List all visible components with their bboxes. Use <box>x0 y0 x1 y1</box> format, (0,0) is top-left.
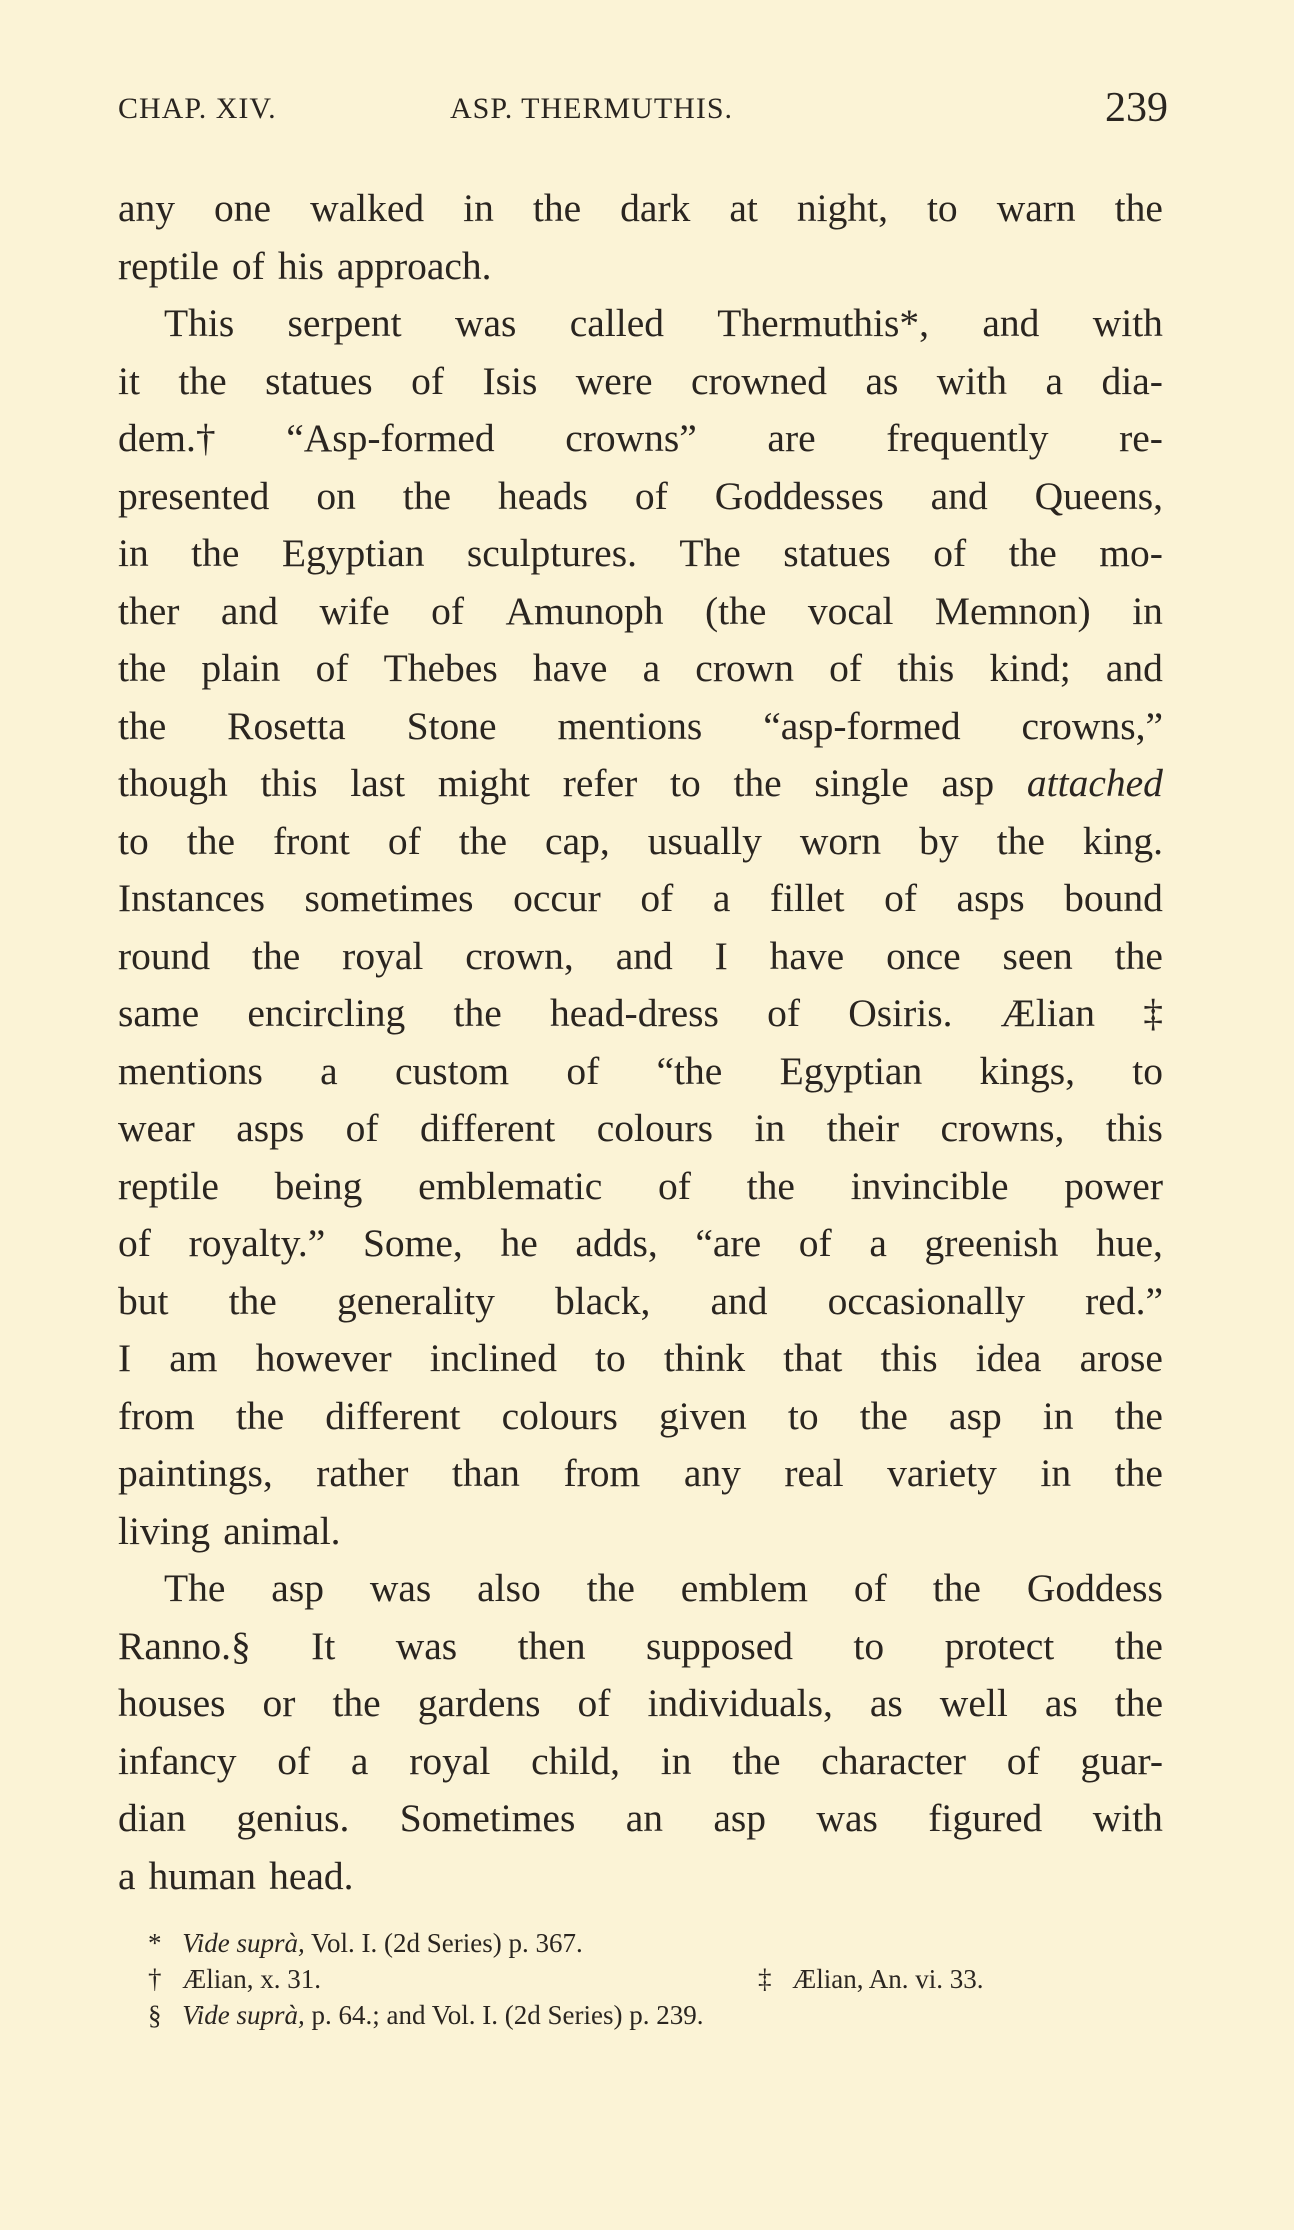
text-line: though this last might refer to the single asp attached <box>118 761 1163 805</box>
text-line: same encircling the head-dress of Osiris. Ælian ‡ <box>118 991 1163 1035</box>
footnote-italic: Vide suprà, <box>182 2000 305 2030</box>
text-line: a human head. <box>118 1853 354 1898</box>
text-line: presented on the heads of Goddesses and Queens, <box>118 473 1163 518</box>
footnote-text: p. 64.; and Vol. I. (2d Series) p. 239. <box>304 2000 704 2030</box>
text-line: but the generality black, and occasionally red.” <box>118 1278 1163 1323</box>
text-line: it the statues of Isis were crowned as with a dia- <box>118 358 1163 403</box>
running-head <box>118 84 1168 134</box>
text-line: ther and wife of Amunoph (the vocal Memnon) in <box>118 588 1163 633</box>
page-number: 239 <box>1105 85 1168 131</box>
footnote-italic: Vide suprà, <box>182 1928 305 1958</box>
footnote-4 <box>148 1997 1163 2033</box>
text-line: dem.† “Asp-formed crowns” are frequently re- <box>118 416 1163 460</box>
footnote-text: Vol. I. (2d Series) p. 367. <box>304 1928 583 1958</box>
text-line: living animal. <box>118 1508 341 1553</box>
footnote-row <box>148 1961 1163 1997</box>
chapter-label: CHAP. XIV. <box>118 92 277 125</box>
text-line: paintings, rather than from any real variety in the <box>118 1451 1163 1495</box>
footnote-text: Ælian, x. 31. <box>182 1964 321 1994</box>
text-line: wear asps of different colours in their crowns, this <box>118 1106 1163 1150</box>
text-line: the Rosetta Stone mentions “asp-formed crowns,” <box>118 703 1163 748</box>
text-line: dian genius. Sometimes an asp was figured with <box>118 1796 1163 1840</box>
text-line: from the different colours given to the asp in the <box>118 1393 1163 1438</box>
footnote-text: Ælian, An. vi. 33. <box>792 1964 984 1994</box>
text-line: houses or the gardens of individuals, as well as the <box>118 1681 1163 1725</box>
footnote-mark: * <box>148 1928 162 1958</box>
footnote-mark: † <box>148 1964 162 1994</box>
text-line: reptile of his approach. <box>118 243 492 288</box>
text-line: Ranno.§ It was then supposed to protect the <box>118 1623 1163 1668</box>
text-line: Instances sometimes occur of a fillet of asps bound <box>118 876 1163 920</box>
text-line: This serpent was called Thermuthis*, and with <box>164 301 1163 345</box>
text-line: in the Egyptian sculptures. The statues of the mo- <box>118 531 1163 575</box>
running-title: ASP. THERMUTHIS. <box>450 92 733 125</box>
text-line: infancy of a royal child, in the character of guar- <box>118 1738 1163 1783</box>
text-line: round the royal crown, and I have once seen the <box>118 933 1163 978</box>
footnote-mark: ‡ <box>758 1964 772 1994</box>
text-line: the plain of Thebes have a crown of this kind; and <box>118 646 1163 690</box>
text-line: reptile being emblematic of the invincible power <box>118 1163 1163 1208</box>
footnote-2 <box>148 1964 321 1994</box>
text-line: to the front of the cap, usually worn by the king. <box>118 818 1163 863</box>
footnote-mark: § <box>148 2000 162 2030</box>
text-line: The asp was also the emblem of the Goddess <box>164 1566 1163 1610</box>
footnote-3 <box>758 1961 984 1997</box>
body-text <box>118 180 1163 1905</box>
text-line: of royalty.” Some, he adds, “are of a greenish hue, <box>118 1221 1163 1265</box>
text-line: mentions a custom of “the Egyptian kings, to <box>118 1048 1163 1093</box>
text-line: any one walked in the dark at night, to warn the <box>118 186 1163 230</box>
text-line: I am however inclined to think that this idea arose <box>118 1336 1163 1380</box>
footnotes <box>148 1925 1163 2033</box>
footnote-1 <box>148 1925 1163 1961</box>
